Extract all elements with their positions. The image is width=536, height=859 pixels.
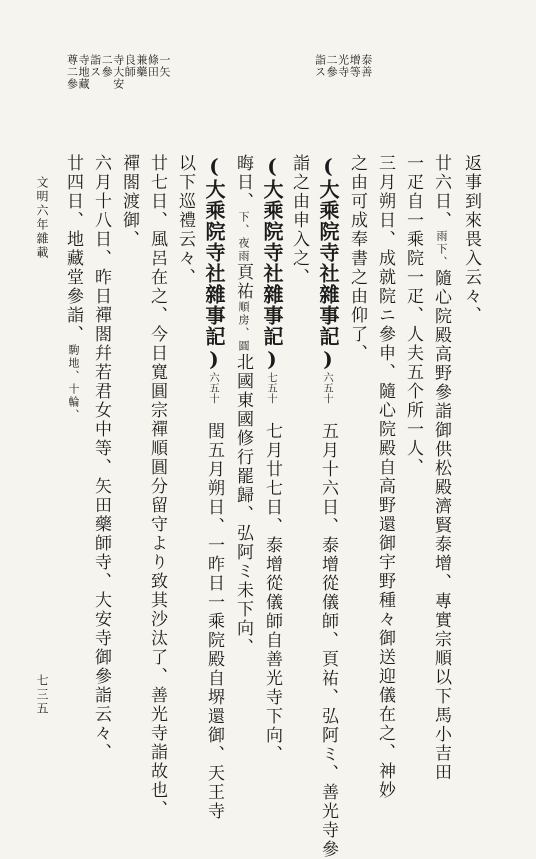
text-annotation: 房、 xyxy=(237,314,250,340)
source-volume: 七五十 xyxy=(266,372,278,404)
headnote-left-line: 尊 xyxy=(65,54,79,66)
headnote-right xyxy=(314,54,372,78)
text-line: 七月廿七日、泰增從儀師自善光寺下向、 xyxy=(262,421,282,764)
chapter-title: 文明六年雜載 xyxy=(35,176,49,260)
text-column-13 xyxy=(120,154,137,249)
source-title: ( 大乘院寺社雜事記 ) xyxy=(202,154,226,372)
headnote-left-line: 寺 xyxy=(111,54,125,66)
text-column-4 xyxy=(376,154,393,800)
text-annotation: 雨下、 xyxy=(435,230,448,269)
text-line: 禪閤渡御、 xyxy=(119,154,139,249)
text-line: 六月十八日、昨日禪閤幷若君女中等、矢田藥師寺、大安寺御參詣云々、 xyxy=(91,154,111,762)
text-column-7 xyxy=(290,154,307,287)
headnote-right-line: 二參 xyxy=(325,54,339,78)
headnote-left-line: 詣ス xyxy=(88,54,102,78)
headnote-left xyxy=(66,54,170,90)
text-column-9 xyxy=(234,154,251,657)
text-line: 隨心院殿高野參詣御供松殿濟賢泰增、專實宗順以下馬小吉田 xyxy=(431,269,451,782)
text-line: 一疋自一乘院一疋、人夫五个所一人、 xyxy=(403,154,423,477)
text-date: 廿六日、 xyxy=(431,154,451,230)
text-line: 之由可成奉書之由仰了、 xyxy=(347,154,367,363)
text-line: 廿四日、地藏堂參詣、 xyxy=(63,154,83,344)
text-annotation: 下、 xyxy=(237,211,250,237)
source-title: ( 大乘院寺社雜事記 ) xyxy=(260,154,284,372)
headnote-left-line: 條田 xyxy=(146,54,160,78)
text-line: 廿七日、風呂在之、今日寬圓宗禪順圓分留守より致其沙汰了、善光寺詣故也、 xyxy=(147,154,167,819)
text-column-12 xyxy=(148,154,165,819)
headnote-left-line: 地藏 xyxy=(77,66,91,90)
text-line: 五月十六日、泰增從儀師、頁祐、弘阿ミ、善光寺參 xyxy=(318,421,338,859)
headnote-left-line: 二參 xyxy=(100,54,114,78)
text-column-1 xyxy=(462,154,479,325)
page-number: 七三五 xyxy=(35,674,49,716)
text-column-6 xyxy=(318,154,338,859)
text-column-3 xyxy=(404,154,421,477)
text-column-15 xyxy=(64,154,81,422)
text-line: 返事到來畏入云々、 xyxy=(461,154,481,325)
text-line: 詣之由申入之、 xyxy=(289,154,309,287)
headnote-left-line: 二參 xyxy=(65,66,79,90)
text-line: 三月朔日、成就院ニ參申、隨心院殿自高野還御宇野種々御送迎儀在之、神妙 xyxy=(375,154,395,800)
text-line: 北國東國修行罷歸、弘阿ミ未下向、 xyxy=(233,353,253,657)
text-annotation: 順 xyxy=(237,301,250,314)
text-annotation: 夜雨 xyxy=(237,237,250,263)
text-date: 晦日、 xyxy=(233,154,253,211)
headnote-right-line: 光寺 xyxy=(336,54,350,78)
text-annotation: 圓 xyxy=(237,340,250,353)
text-column-14 xyxy=(92,154,109,762)
headnote-left-line: 一矢 xyxy=(157,54,171,78)
text-column-8 xyxy=(262,154,282,764)
text-column-2 xyxy=(432,154,449,782)
source-title: ( 大乘院寺社雜事記 ) xyxy=(316,154,340,372)
text-line: 頁祐 xyxy=(233,263,253,301)
text-column-11 xyxy=(176,154,193,287)
headnote-left-line: 寺 xyxy=(77,54,91,66)
text-line: 閏五月朔日、一昨日一乘院殿自堺還御、天王寺 xyxy=(204,421,224,821)
text-line: 以下巡禮云々、 xyxy=(175,154,195,287)
headnote-right-line: 詣ス xyxy=(313,54,327,78)
headnote-left-line: 良師 xyxy=(123,54,137,78)
headnote-left-line: 兼藥 xyxy=(134,54,148,78)
source-volume: 六五十 xyxy=(322,372,334,404)
text-column-5 xyxy=(348,154,365,363)
text-annotation: 駒地、 xyxy=(67,344,80,383)
text-annotation: 十輪、 xyxy=(67,383,80,422)
source-volume: 六五十 xyxy=(208,372,220,404)
headnote-right-line: 泰善 xyxy=(359,54,373,78)
headnote-left-line: 大安 xyxy=(111,66,125,90)
text-column-10 xyxy=(204,154,224,821)
headnote-right-line: 增等 xyxy=(348,54,362,78)
